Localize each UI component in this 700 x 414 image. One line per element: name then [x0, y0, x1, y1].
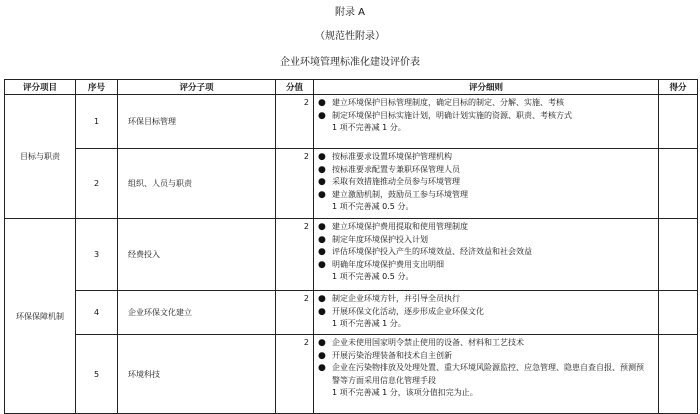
appendix-label: 附录 A	[334, 7, 366, 18]
bullet-icon: ●	[318, 164, 326, 175]
bullet-icon: ●	[318, 189, 326, 200]
rule-item: ● 开展环保文化活动，逐步形成企业环保文化	[318, 306, 484, 317]
bullet-icon: ●	[318, 222, 326, 232]
sub-item: 环境科技	[118, 335, 276, 414]
score-gained-cell[interactable]	[659, 95, 698, 149]
rule-item: ● 采取有效措施推动全员参与环境管理	[318, 177, 460, 187]
bullet-icon: ●	[318, 338, 326, 348]
score-value: 2	[276, 291, 314, 335]
group-name: 目标与职责	[5, 95, 76, 219]
row-number: 4	[76, 291, 118, 335]
rule-item: ● 制定年度环境保护投入计划	[318, 234, 428, 245]
bullet-icon: ●	[318, 363, 326, 373]
bullet-icon: ●	[318, 247, 326, 257]
rule-item: ● 开展污染治理装备和技术自主创新	[318, 350, 452, 361]
deduction-note: 1 项不完善减 0.5 分。	[332, 202, 414, 211]
col-header-score: 分值	[276, 80, 314, 95]
evaluation-table	[4, 79, 698, 414]
table-row	[5, 149, 698, 219]
table-header-row	[5, 80, 698, 95]
bullet-icon: ●	[318, 234, 326, 245]
col-header-rules: 评分细则	[314, 80, 659, 95]
bullet-icon: ●	[318, 177, 326, 187]
score-value: 2	[276, 149, 314, 219]
table-row	[5, 291, 698, 335]
bullet-icon: ●	[318, 259, 326, 270]
rules-cell	[314, 219, 659, 291]
score-value: 2	[276, 95, 314, 149]
rule-item: ● 按标准要求设置环境保护管理机构	[318, 152, 452, 162]
deduction-note: 1 项不完善减 1 分，该项分值扣完为止。	[332, 388, 478, 397]
group-name: 环保保障机制	[5, 219, 76, 414]
score-value: 2	[276, 335, 314, 414]
table-row	[5, 335, 698, 414]
row-number: 5	[76, 335, 118, 414]
col-header-subitem: 评分子项	[118, 80, 276, 95]
rule-item: ● 企业在污染物排放及处理处置、重大环境风险源监控、应急管理、隐患自查自报、预测预警等方面采用信息化管理手段	[318, 363, 644, 385]
score-gained-cell[interactable]	[659, 219, 698, 291]
score-gained-cell[interactable]	[659, 335, 698, 414]
col-header-no: 序号	[76, 80, 118, 95]
rules-cell	[314, 95, 659, 149]
rule-item: ● 按标准要求配置专兼职环保管理人员	[318, 164, 460, 175]
bullet-icon: ●	[318, 294, 326, 304]
rule-item: ● 明确年度环境保护费用支出明细	[318, 259, 444, 270]
table-row	[5, 95, 698, 149]
sub-item: 经费投入	[118, 219, 276, 291]
col-header-gained: 得分	[659, 80, 698, 95]
bullet-icon: ●	[318, 110, 326, 121]
deduction-note: 1 项不完善减 0.5 分。	[332, 272, 414, 281]
rule-item: ● 制定企业环境方针，并引导全员执行	[318, 294, 460, 304]
sub-item: 环保目标管理	[118, 95, 276, 149]
deduction-note: 1 项不完善减 1 分。	[332, 123, 406, 132]
rule-item: ● 制定环境保护目标实施计划，明确计划实施的资源、职责、考核方式	[318, 110, 572, 121]
row-number: 1	[76, 95, 118, 149]
rule-item: ● 建立激励机制，鼓励员工参与环境管理	[318, 189, 468, 200]
normative-label: （规范性附录）	[315, 31, 385, 42]
rule-item: ● 评估环境保护投入产生的环境效益、经济效益和社会效益	[318, 247, 532, 257]
rules-cell	[314, 291, 659, 335]
sub-item: 企业环保文化建立	[118, 291, 276, 335]
deduction-note: 1 项不完善减 1 分。	[332, 319, 406, 328]
rules-cell	[314, 335, 659, 414]
bullet-icon: ●	[318, 350, 326, 361]
bullet-icon: ●	[318, 98, 326, 108]
score-gained-cell[interactable]	[659, 149, 698, 219]
row-number: 3	[76, 219, 118, 291]
rule-item: ● 建立环境保护目标管理制度，确定目标的制定、分解、实施、考核	[318, 98, 564, 108]
bullet-icon: ●	[318, 152, 326, 162]
table-row	[5, 219, 698, 291]
score-gained-cell[interactable]	[659, 291, 698, 335]
bullet-icon: ●	[318, 306, 326, 317]
score-value: 2	[276, 219, 314, 291]
row-number: 2	[76, 149, 118, 219]
rules-cell	[314, 149, 659, 219]
col-header-item: 评分项目	[5, 80, 76, 95]
sub-item: 组织、人员与职责	[118, 149, 276, 219]
rule-item: ● 建立环境保护费用提取和使用管理制度	[318, 222, 468, 232]
rule-item: ● 企业未使用国家明令禁止使用的设备、材料和工艺技术	[318, 338, 524, 348]
table-title: 企业环境管理标准化建设评价表	[280, 57, 420, 68]
